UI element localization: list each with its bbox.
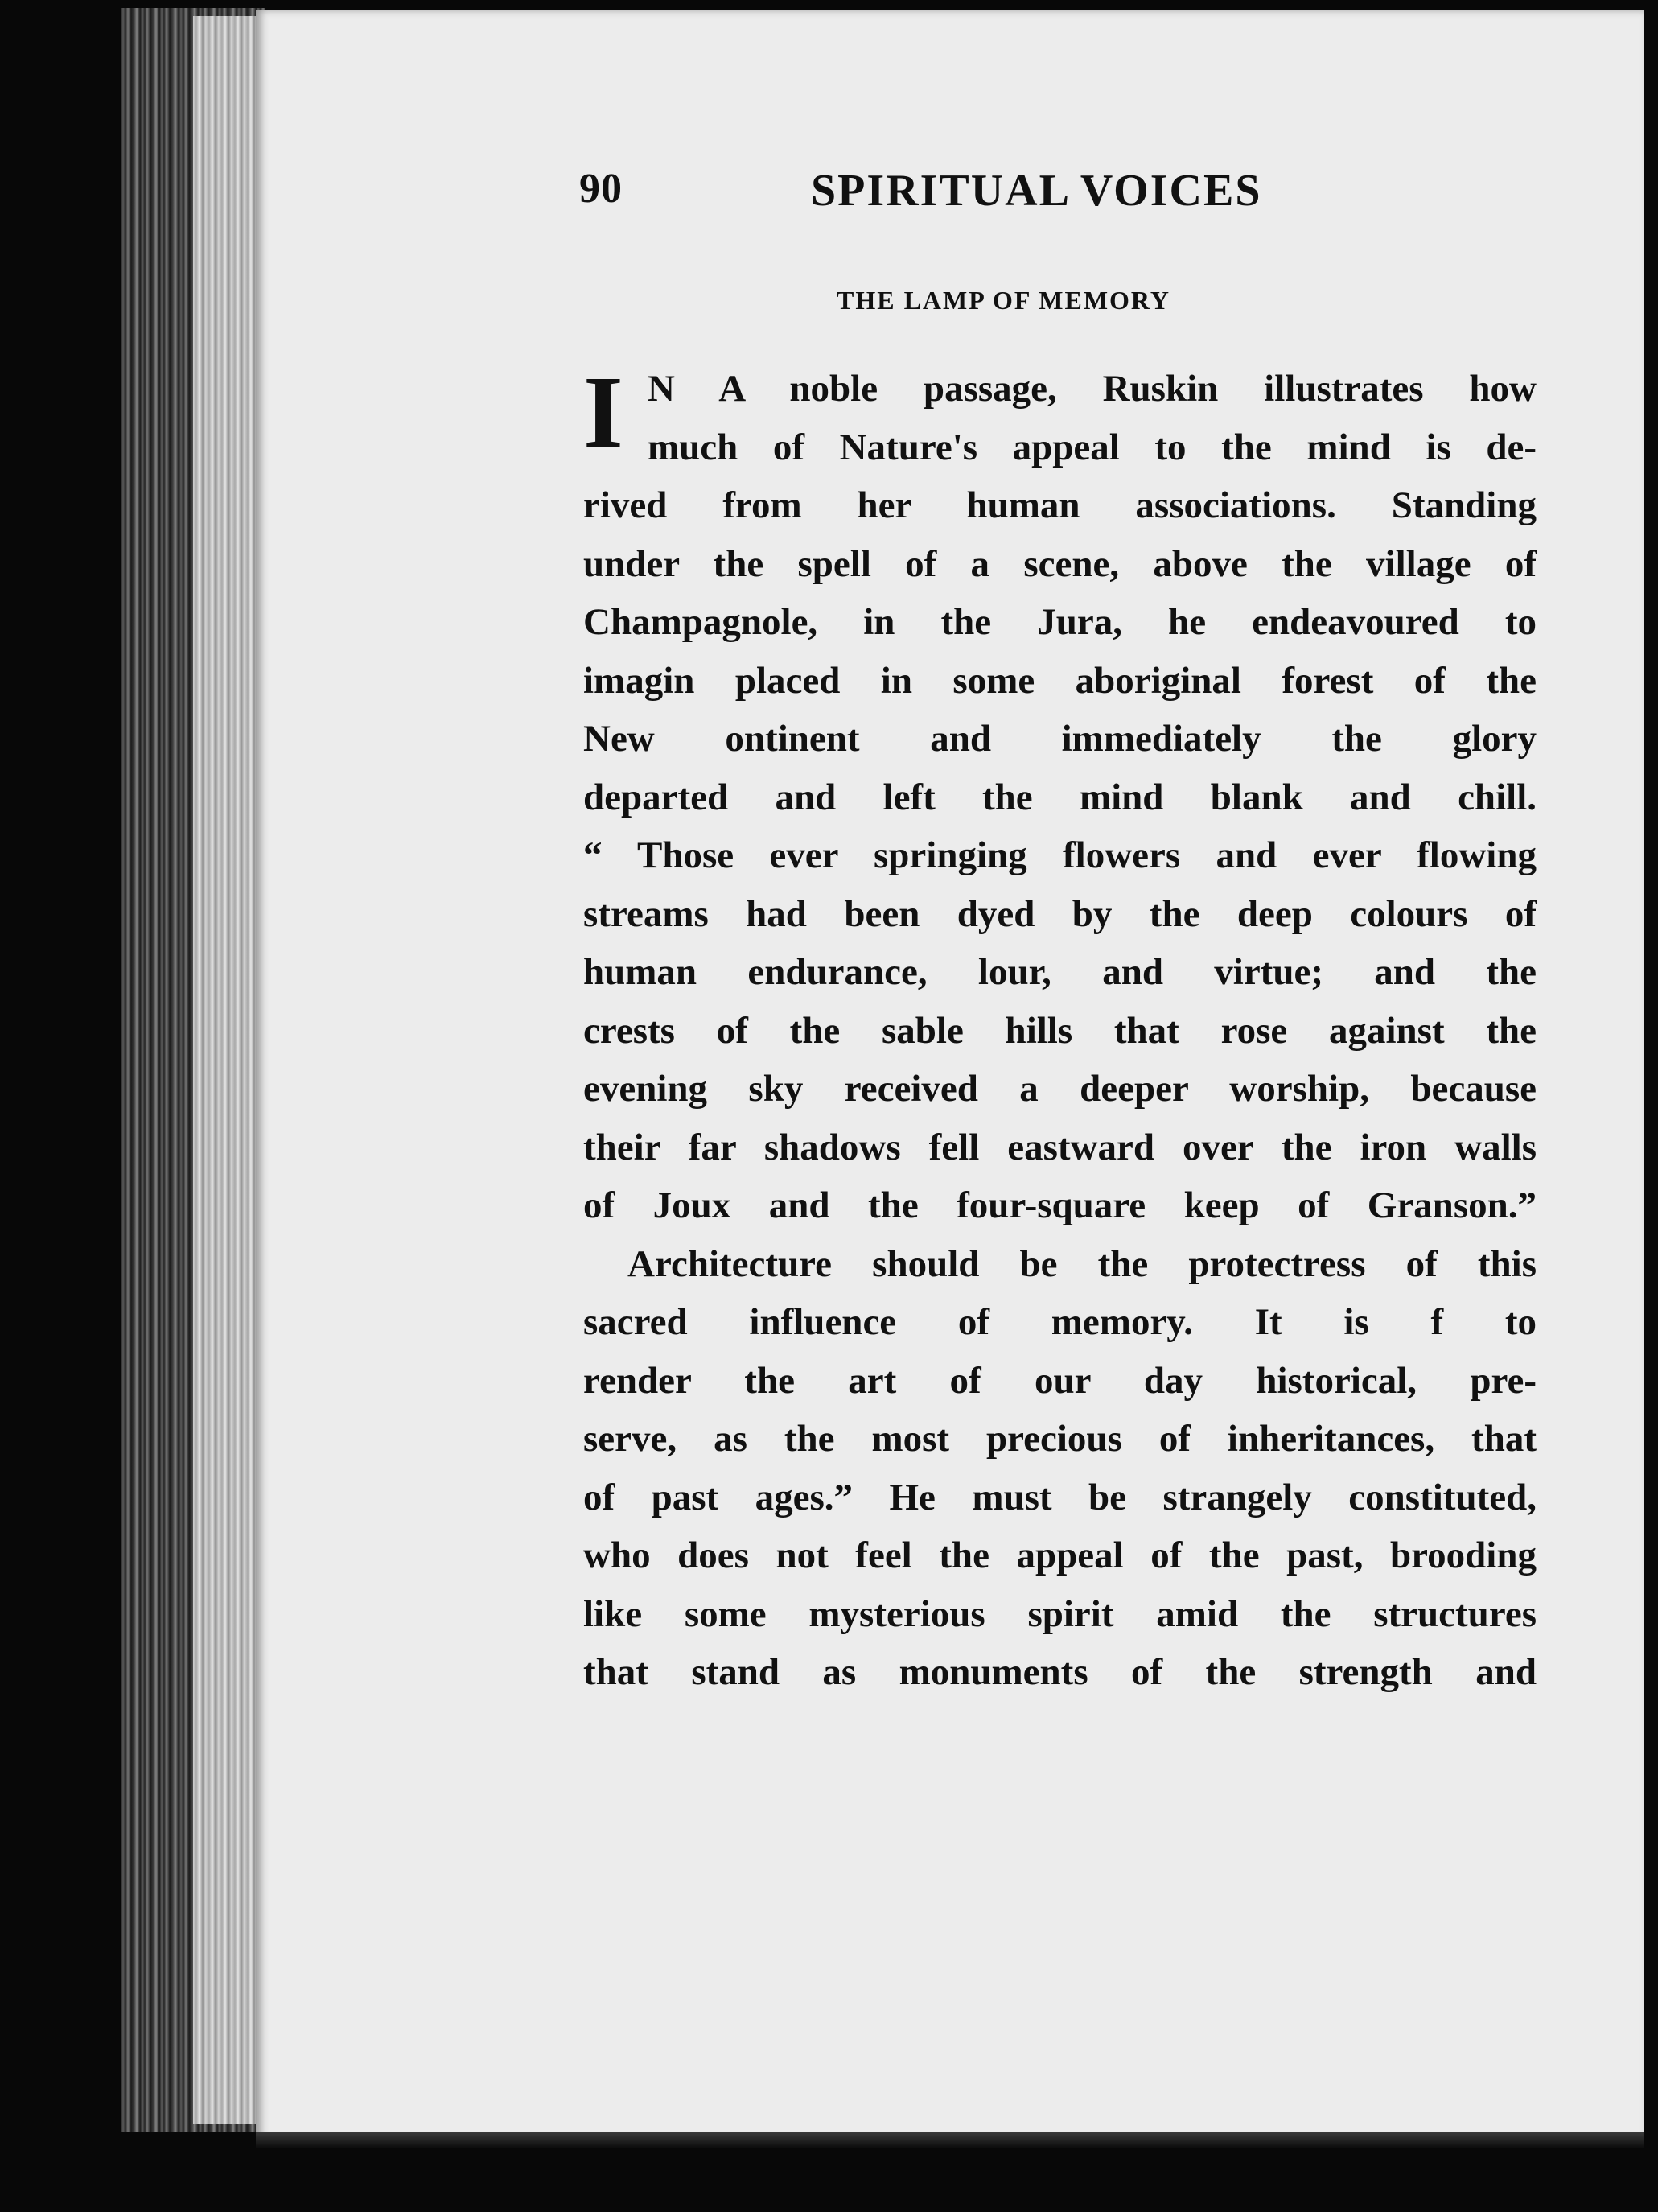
text-line: serve, as the most precious of inheritances, that xyxy=(583,1418,1537,1460)
text-line: under the spell of a scene, above the village of xyxy=(583,542,1537,585)
body-text xyxy=(583,355,1537,1702)
text-line: of Joux and the four-square keep of Granson.” xyxy=(583,1184,1537,1226)
book-binding xyxy=(193,16,265,2124)
book-title: SPIRITUAL VOICES xyxy=(811,166,1262,216)
text-line: streams had been dyed by the deep colours of xyxy=(583,892,1537,935)
text-line: Champagnole, in the Jura, he endeavoured to xyxy=(583,601,1537,643)
text-line: their far shadows fell eastward over the iron walls xyxy=(583,1126,1537,1168)
text-line: much of Nature's appeal to the mind is de- xyxy=(648,426,1537,468)
text-line: that stand as monuments of the strength and xyxy=(583,1651,1537,1693)
text-line: sacred influence of memory. It is f to xyxy=(583,1301,1537,1343)
drop-cap: I xyxy=(583,355,623,469)
chapter-title: THE LAMP OF MEMORY xyxy=(837,286,1170,315)
text-line: evening sky received a deeper worship, because xyxy=(583,1068,1537,1110)
text-line: departed and left the mind blank and chill. xyxy=(583,776,1537,818)
running-head xyxy=(579,165,1303,221)
page-number: 90 xyxy=(579,166,623,212)
text-line: “ Those ever springing flowers and ever flowing xyxy=(583,834,1537,876)
text-line: rived from her human associations. Standing xyxy=(583,484,1537,526)
text-line: imagin placed in some aboriginal forest of the xyxy=(583,659,1537,702)
text-line: render the art of our day historical, pre- xyxy=(583,1359,1537,1402)
text-line: like some mysterious spirit amid the structures xyxy=(583,1592,1537,1635)
text-line: New ontinent and immediately the glory xyxy=(583,718,1537,760)
text-line: who does not feel the appeal of the past, brooding xyxy=(583,1534,1537,1576)
text-line: N A noble passage, Ruskin illustrates how xyxy=(648,368,1537,410)
text-line: human endurance, lour, and virtue; and the xyxy=(583,951,1537,993)
text-line: of past ages.” He must be strangely constituted, xyxy=(583,1476,1537,1518)
text-line: crests of the sable hills that rose against the xyxy=(583,1009,1537,1052)
text-line: Architecture should be the protectress of this xyxy=(627,1242,1537,1285)
page-bottom-shadow xyxy=(256,2132,1644,2148)
